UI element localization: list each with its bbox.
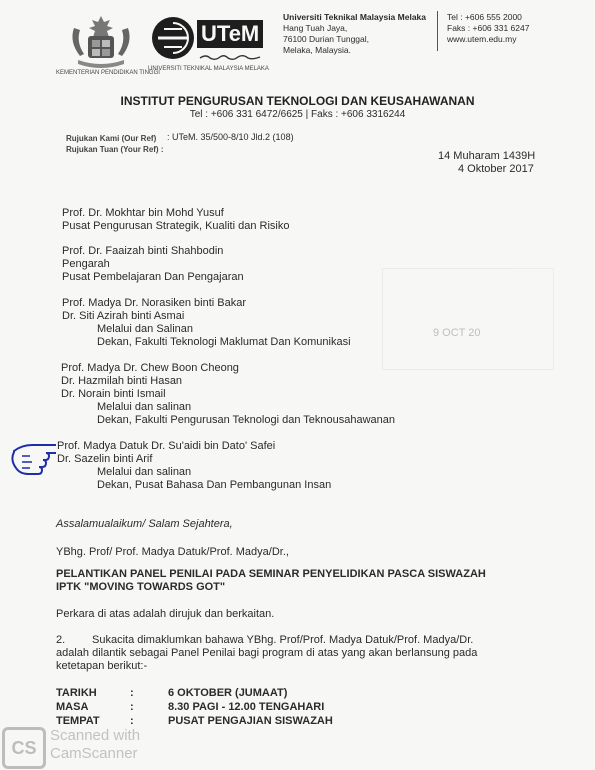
watermark-line: Scanned with (50, 727, 141, 744)
watermark-line: CamScanner (50, 745, 138, 762)
recipient-line: Melalui dan salinan (97, 466, 192, 478)
utem-caption: UNIVERSITI TEKNIKAL MALAYSIA MELAKA (148, 66, 269, 72)
contact-line: Faks : +606 331 6247 (447, 23, 530, 33)
malaysia-coat-of-arms-logo (68, 10, 134, 68)
header-divider (437, 11, 438, 51)
detail-label: TEMPAT (56, 715, 100, 727)
contact-line: Tel : +606 555 2000 (447, 12, 522, 22)
detail-label: TARIKH (56, 687, 97, 699)
greeting: YBhg. Prof/ Prof. Madya Datuk/Prof. Madya/Dr., (56, 546, 289, 558)
gregorian-date: 4 Oktober 2017 (458, 163, 534, 175)
recipient-line: Pengarah (62, 258, 110, 270)
recipient-line: Pusat Pembelajaran Dan Pengajaran (62, 271, 244, 283)
address-line: Universiti Teknikal Malaysia Melaka (283, 12, 426, 22)
address-line: 76100 Durian Tunggal, (283, 34, 370, 44)
university-address (283, 12, 426, 56)
recipient-line: Melalui dan Salinan (97, 323, 194, 335)
recipient-line: Pusat Pengurusan Strategik, Kualiti dan Risiko (62, 220, 290, 232)
stamp-date: 9 OCT 20 (433, 327, 481, 339)
recipient-line: Prof. Madya Datuk Dr. Su'aidi bin Dato' Safei (57, 440, 276, 452)
university-contact (447, 12, 529, 45)
detail-value: 6 OKTOBER (JUMAAT) (168, 687, 288, 699)
paragraph-line: adalah dilantik sebagai Panel Penilai bagi program di atas yang akan berlansung pada (56, 647, 478, 659)
hijri-date: 14 Muharam 1439H (438, 150, 536, 162)
received-stamp (382, 268, 554, 370)
recipient-line: Prof. Dr. Faaizah binti Shahbodin (62, 245, 224, 257)
jawi-script-logo (198, 52, 263, 62)
recipient-line: Dekan, Pusat Bahasa Dan Pembangunan Insan (97, 479, 332, 491)
contact-line: www.utem.edu.my (447, 34, 517, 44)
detail-separator: : (130, 715, 134, 727)
recipient-line: Dekan, Fakulti Pengurusan Teknologi dan Teknousahawanan (97, 414, 396, 426)
subject-line: PELANTIKAN PANEL PENILAI PADA SEMINAR PENYELIDIKAN PASCA SISWAZAH (56, 568, 486, 580)
recipient-line: Prof. Madya Dr. Norasiken binti Bakar (62, 297, 247, 309)
recipient-line: Prof. Dr. Mokhtar bin Mohd Yusuf (62, 207, 224, 219)
recipient-line: Prof. Madya Dr. Chew Boon Cheong (61, 362, 239, 374)
camscanner-logo-icon: CS (2, 727, 46, 769)
detail-label: MASA (56, 701, 89, 713)
utem-emblem-logo (150, 15, 196, 61)
recipient-line: Dr. Norain binti Ismail (61, 388, 166, 400)
address-line: Hang Tuah Jaya, (283, 23, 348, 33)
recipient-line: Dr. Siti Azirah binti Asmai (62, 310, 185, 322)
detail-value: PUSAT PENGAJIAN SISWAZAH (168, 715, 333, 727)
salutation: Assalamualaikum/ Salam Sejahtera, (56, 518, 233, 530)
recipient-line: Dr. Hazmilah binti Hasan (61, 375, 183, 387)
detail-separator: : (130, 701, 134, 713)
recipient-line: Dr. Sazelin binti Arif (57, 453, 153, 465)
detail-value: 8.30 PAGI - 12.00 TENGAHARI (168, 701, 325, 713)
recipient-line: Melalui dan salinan (97, 401, 192, 413)
our-ref-value: : UTeM. 35/500-8/10 Jld.2 (108) (167, 132, 294, 142)
utem-wordmark: UTeM (197, 20, 263, 48)
detail-separator: : (130, 687, 134, 699)
paragraph-number: 2. (56, 634, 66, 646)
pointing-hand-icon (8, 438, 56, 478)
institute-contact: Tel : +606 331 6472/6625 | Faks : +606 3316244 (189, 109, 406, 120)
paragraph-line: ketetapan berikut:- (56, 660, 148, 672)
camscanner-watermark (50, 727, 140, 763)
paragraph-line: Sukacita dimaklumkan bahawa YBhg. Prof/Prof. Madya Datuk/Prof. Madya/Dr. (92, 634, 474, 646)
your-ref-label: Rujukan Tuan (Your Ref) : (66, 145, 164, 154)
subject-line: IPTK "MOVING TOWARDS GOT" (56, 581, 226, 593)
institute-name: INSTITUT PENGURUSAN TEKNOLOGI DAN KEUSAHAWANAN (120, 94, 475, 108)
paragraph-1: Perkara di atas adalah dirujuk dan berkaitan. (56, 608, 275, 620)
ministry-caption: KEMENTERIAN PENDIDIKAN TINGGI (56, 70, 160, 76)
our-ref-label: Rujukan Kami (Our Ref) (66, 134, 157, 143)
address-line: Melaka, Malaysia. (283, 45, 352, 55)
recipient-line: Dekan, Fakulti Teknologi Maklumat Dan Komunikasi (97, 336, 351, 348)
